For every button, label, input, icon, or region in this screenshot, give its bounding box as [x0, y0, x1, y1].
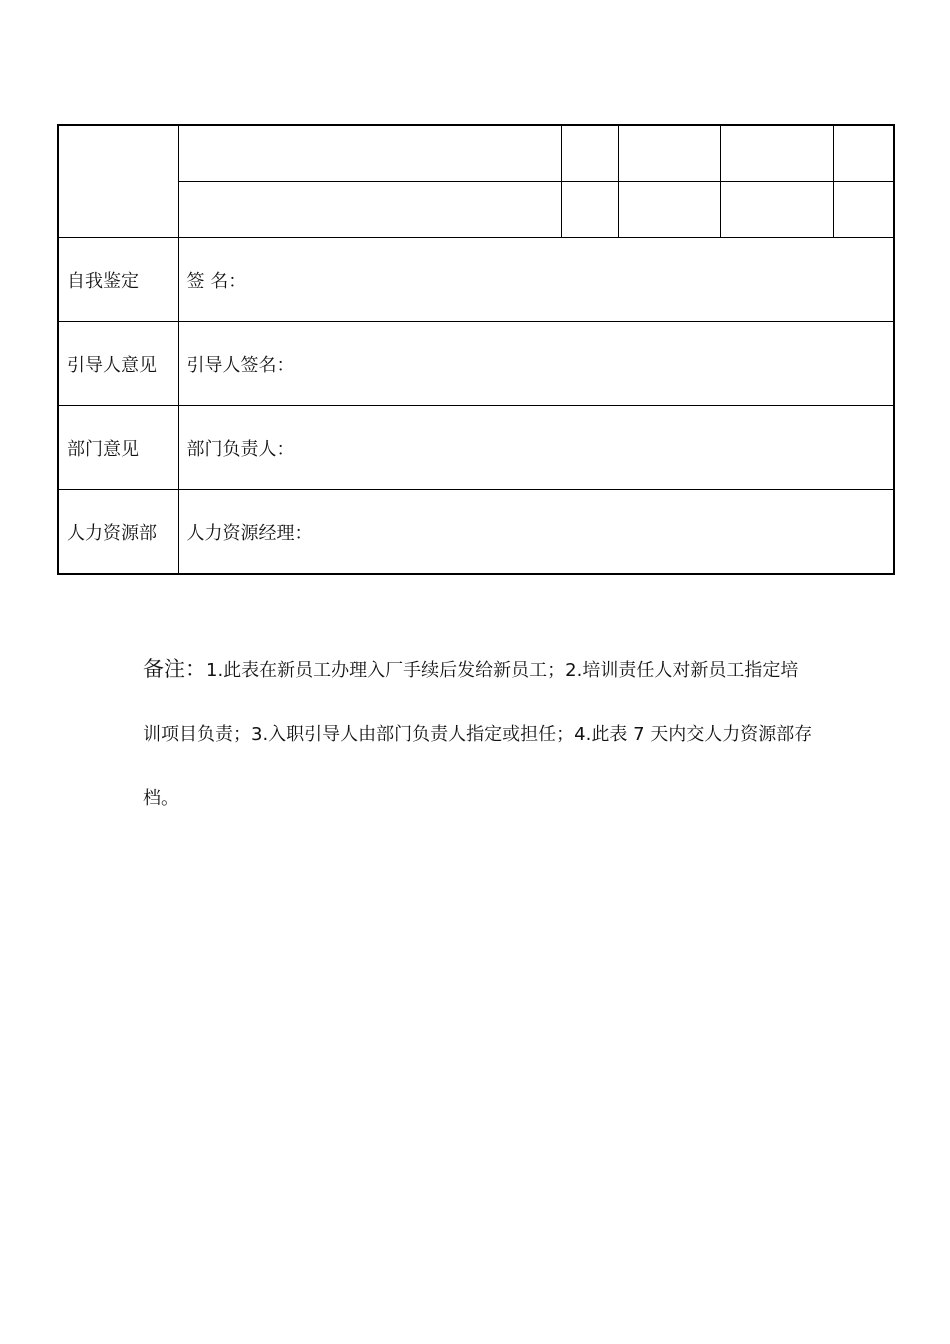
- empty-cell[interactable]: [561, 125, 618, 182]
- notes-paragraph: [143, 637, 813, 831]
- table-row: [58, 182, 894, 238]
- hr-department-label: 人力资源部: [58, 490, 178, 575]
- self-assessment-row: [58, 238, 894, 322]
- hr-manager-signature-field[interactable]: 人力资源经理：: [178, 490, 894, 575]
- hr-department-row: [58, 490, 894, 575]
- empty-cell[interactable]: [833, 182, 894, 238]
- department-opinion-row: [58, 406, 894, 490]
- self-assessment-label: 自我鉴定: [58, 238, 178, 322]
- department-opinion-label: 部门意见: [58, 406, 178, 490]
- empty-cell[interactable]: [833, 125, 894, 182]
- department-head-signature-field[interactable]: 部门负责人：: [178, 406, 894, 490]
- empty-cell[interactable]: [618, 125, 720, 182]
- empty-cell[interactable]: [178, 182, 561, 238]
- empty-label-cell: [58, 125, 178, 238]
- empty-cell[interactable]: [720, 125, 833, 182]
- mentor-opinion-label: 引导人意见: [58, 322, 178, 406]
- mentor-opinion-row: [58, 322, 894, 406]
- table-row: [58, 125, 894, 182]
- empty-cell[interactable]: [178, 125, 561, 182]
- empty-cell[interactable]: [720, 182, 833, 238]
- mentor-signature-field[interactable]: 引导人签名：: [178, 322, 894, 406]
- empty-cell[interactable]: [561, 182, 618, 238]
- empty-cell[interactable]: [618, 182, 720, 238]
- notes-title: 备注：: [143, 657, 206, 681]
- notes-body: 1.此表在新员工办理入厂手续后发给新员工；2.培训责任人对新员工指定培训项目负责；3.入职引导人由部门负责人指定或担任；4.此表 7 天内交人力资源部存档。: [143, 660, 813, 809]
- onboarding-form-table: [57, 124, 895, 575]
- self-assessment-signature-field[interactable]: 签 名：: [178, 238, 894, 322]
